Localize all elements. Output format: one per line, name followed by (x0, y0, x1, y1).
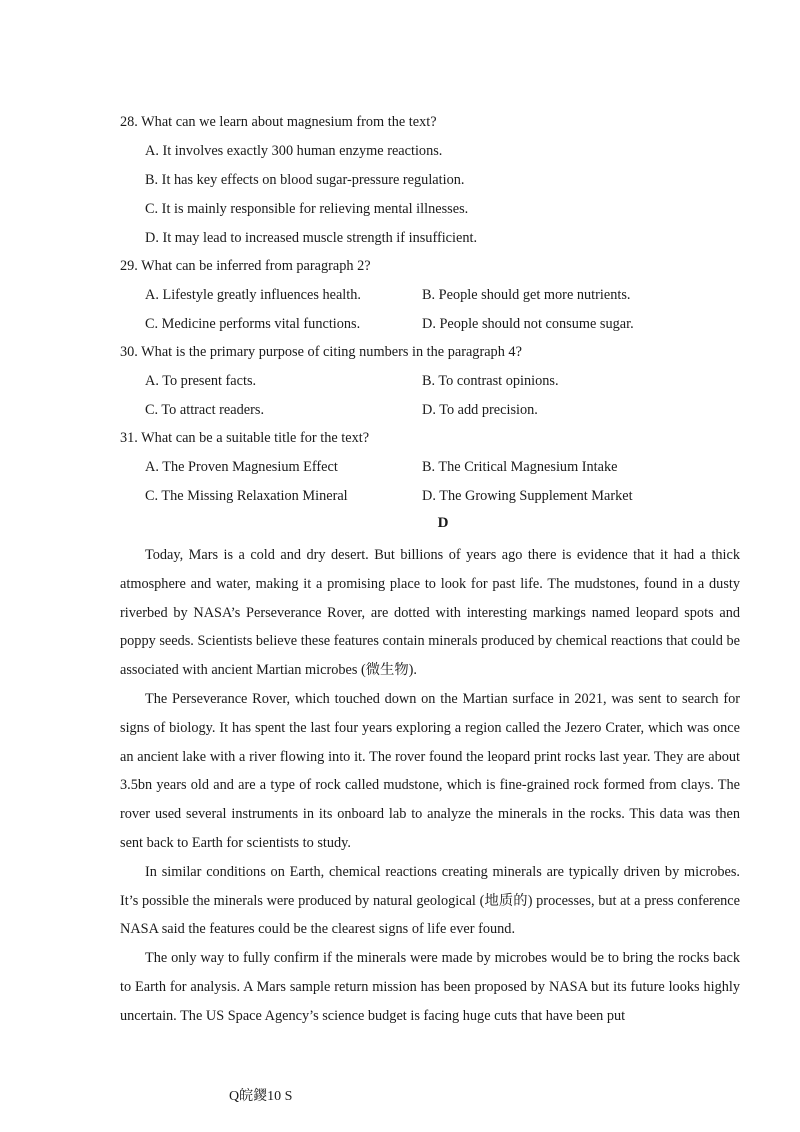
question-30-option-c: C. To attract readers. (145, 402, 265, 418)
question-28-stem: 28. What can we learn about magnesium from the text? (120, 114, 437, 130)
question-29-stem: 29. What can be inferred from paragraph 2? (120, 258, 371, 274)
question-31-option-a: A. The Proven Magnesium Effect (145, 459, 338, 475)
reading-passage (120, 541, 740, 1031)
question-31-option-b: B. The Critical Magnesium Intake (422, 459, 618, 475)
question-29-option-d: D. People should not consume sugar. (422, 316, 634, 332)
question-28-option-b: B. It has key effects on blood sugar-pressure regulation. (145, 172, 465, 188)
passage-paragraph-3: In similar conditions on Earth, chemical reactions creating minerals are typically driven by microbes. It’s possible the minerals were produced by natural geological (地质的) processes, but at a press conference NASA said the features could be the clearest signs of life ever found. (120, 863, 740, 938)
question-30-stem: 30. What is the primary purpose of citing numbers in the paragraph 4? (120, 344, 522, 360)
question-30-option-d: D. To add precision. (422, 402, 538, 418)
question-29-option-b: B. People should get more nutrients. (422, 287, 631, 303)
question-30-option-b: B. To contrast opinions. (422, 373, 559, 389)
question-28-option-c: C. It is mainly responsible for relieving mental illnesses. (145, 201, 469, 217)
question-29-option-a: A. Lifestyle greatly influences health. (145, 287, 361, 303)
question-31-option-d: D. The Growing Supplement Market (422, 488, 633, 504)
section-heading: D (437, 515, 449, 531)
question-28-option-a: A. It involves exactly 300 human enzyme reactions. (145, 143, 443, 159)
question-31-option-c: C. The Missing Relaxation Mineral (145, 488, 348, 504)
passage-paragraph-4: The only way to fully confirm if the minerals were made by microbes would be to bring the rocks back to Earth for analysis. A Mars sample return mission has been proposed by NASA but its future looks highly uncertain. The US Space Agency’s science budget is facing huge cuts that have been put (120, 950, 740, 1024)
question-28-option-d: D. It may lead to increased muscle strength if insufficient. (145, 230, 478, 246)
question-30-option-a: A. To present facts. (145, 373, 257, 389)
passage-paragraph-1: Today, Mars is a cold and dry desert. But billions of years ago there is evidence that it had a thick atmosphere and water, making it a promising place to look for past life. The mudstones, found in a dusty riverbed by NASA’s Perseverance Rover, are dotted with interesting markings named leopard spots and poppy seeds. Scientists believe these features contain minerals produced by chemical reactions that could be associated with ancient Martian microbes (微生物). (120, 547, 740, 679)
question-31-stem: 31. What can be a suitable title for the text? (120, 430, 370, 446)
page-footer: Q皖鑁10 S (229, 1089, 293, 1104)
passage-paragraph-2: The Perseverance Rover, which touched down on the Martian surface in 2021, was sent to search for signs of biology. It has spent the last four years exploring a region called the Jezero Crater, which was once an ancient lake with a river flowing into it. The rover found the leopard print rocks last year. They are about 3.5bn years old and are a type of rock called mudstone, which is fine-grained rock formed from clays. The rover used several instruments in its onboard lab to analyze the minerals in the rocks. This data was then sent back to Earth for scientists to study. (120, 690, 740, 851)
question-29-option-c: C. Medicine performs vital functions. (145, 316, 361, 332)
